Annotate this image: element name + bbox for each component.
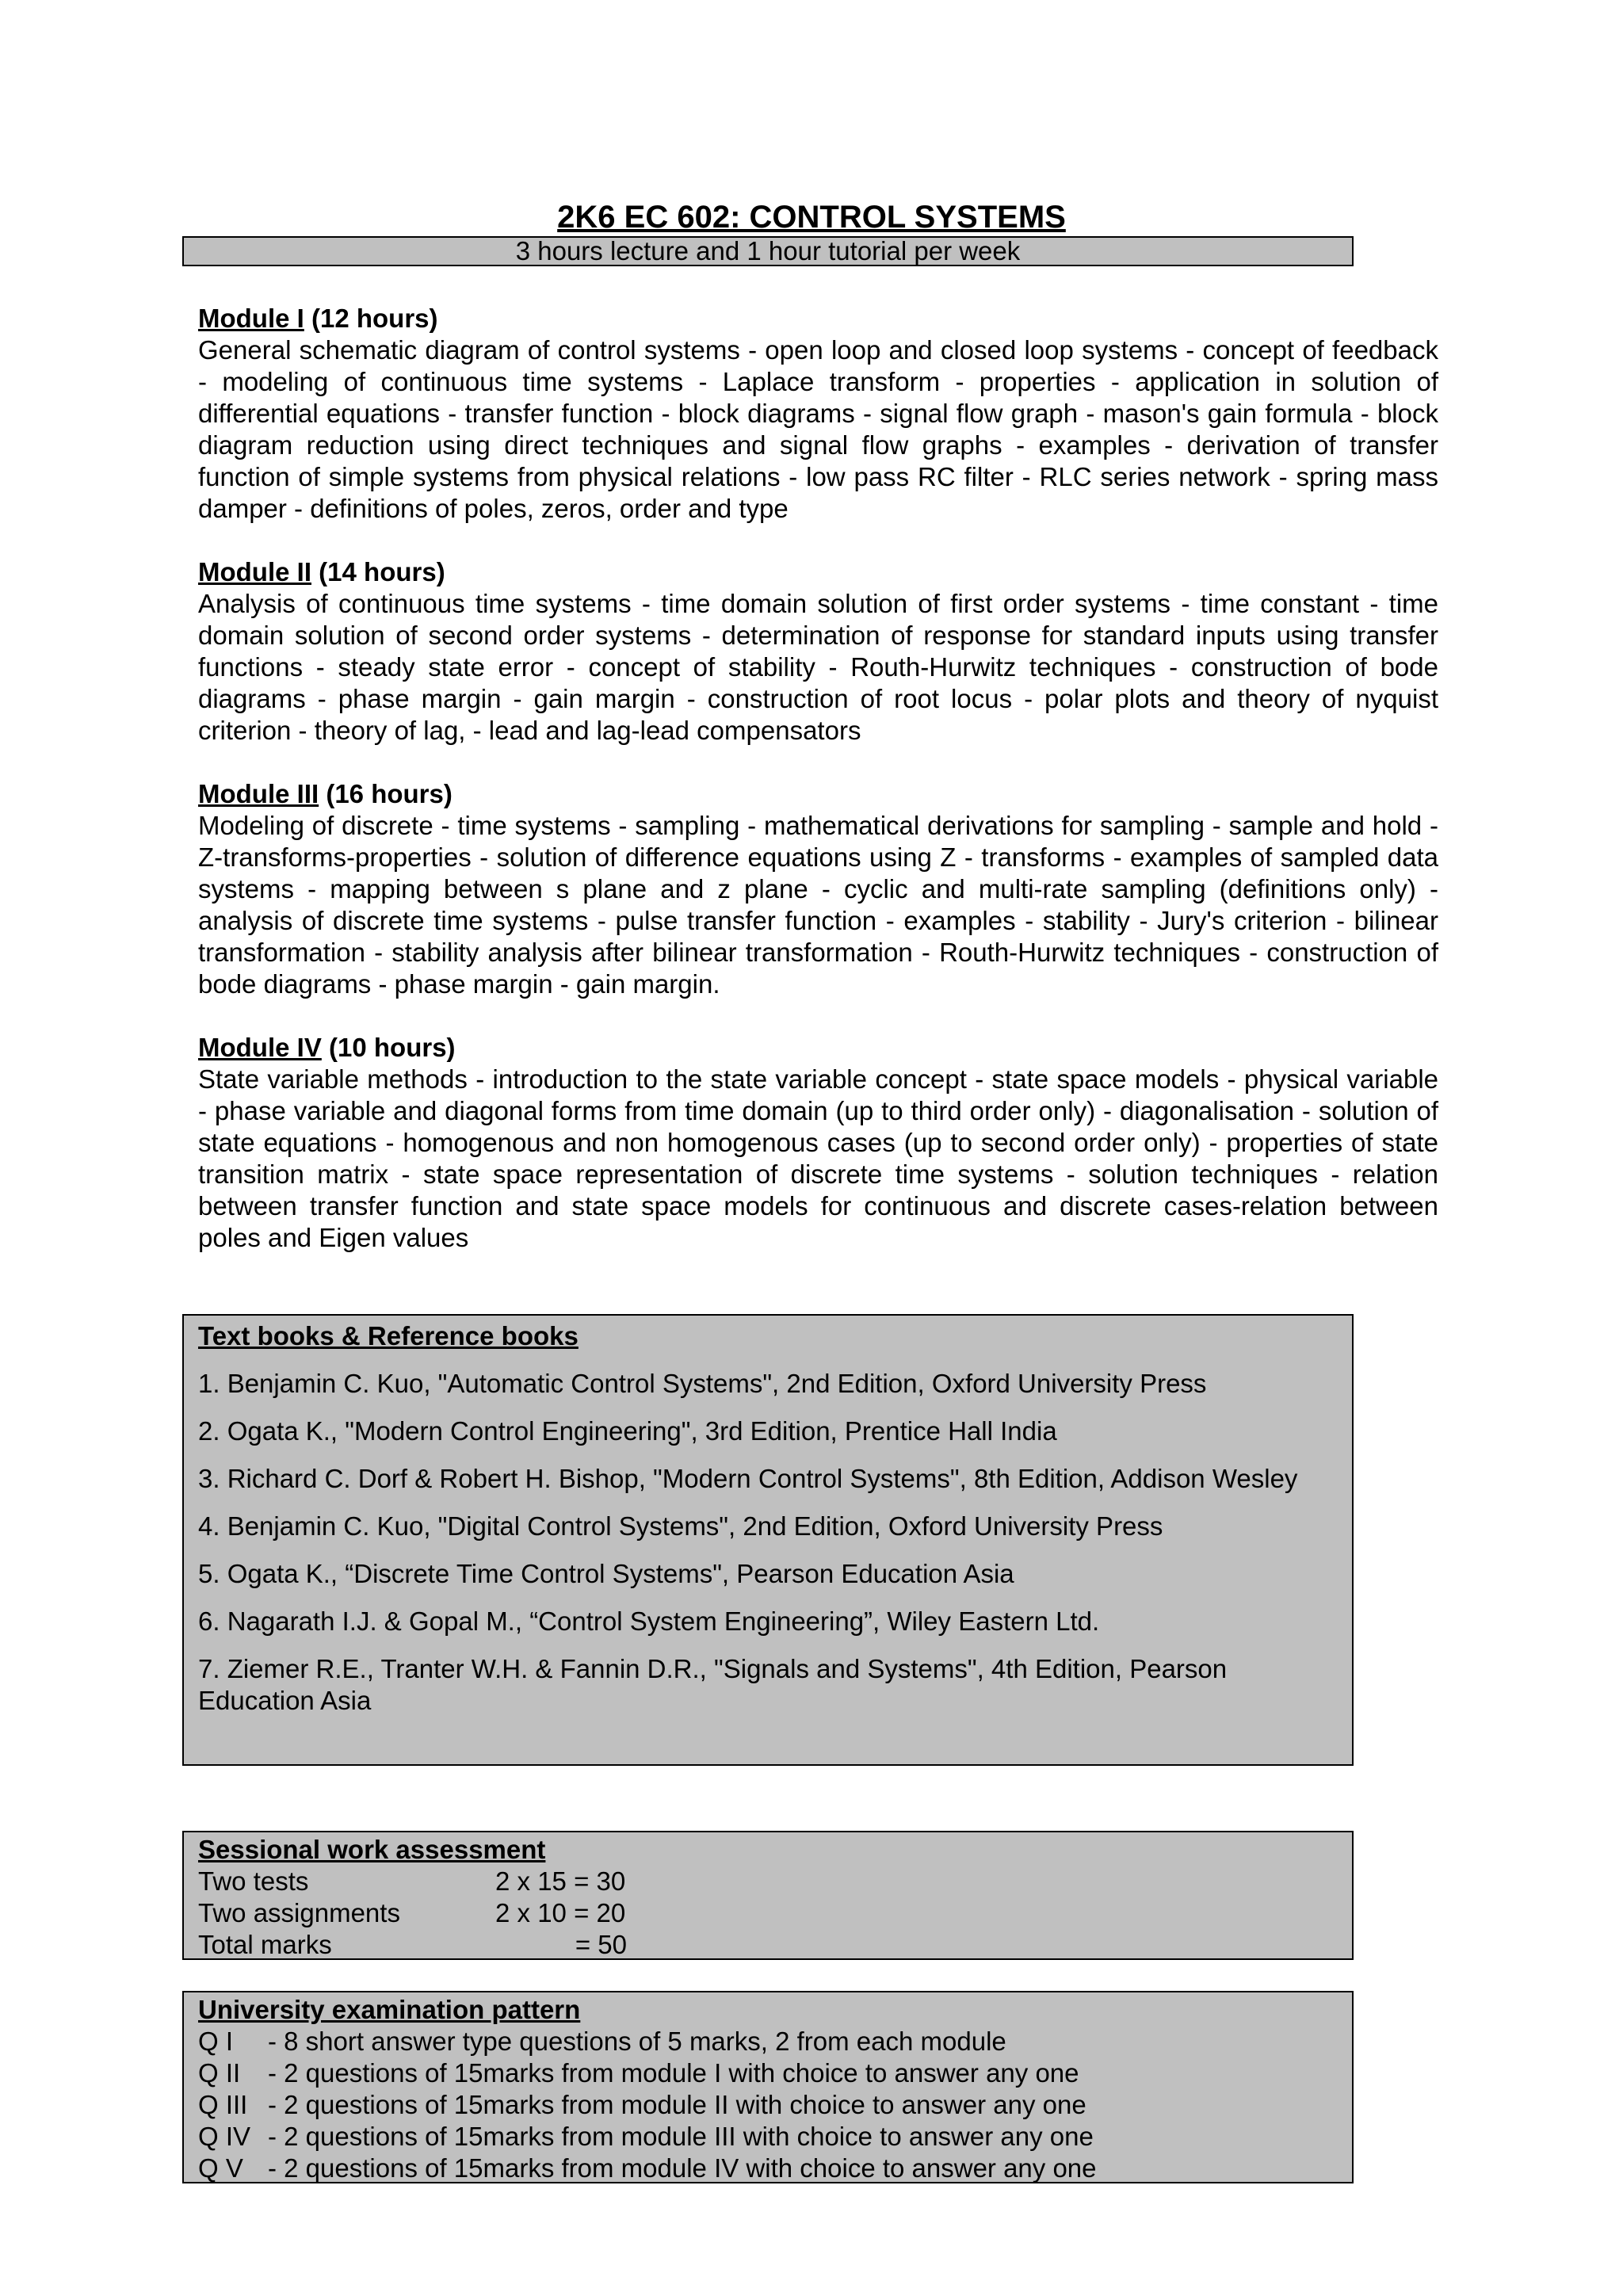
module-heading (198, 556, 1438, 588)
module-heading (198, 778, 1438, 810)
assessment-label: Total marks (198, 1930, 332, 1959)
book-item: 7. Ziemer R.E., Tranter W.H. & Fannin D.R., "Signals and Systems", 4th Edition, Pearson Education Asia (198, 1654, 1228, 1715)
module-hours: (16 hours) (319, 779, 453, 808)
assessment-label: Two tests (198, 1866, 309, 1896)
exam-question-text: - 8 short answer type questions of 5 marks, 2 from each module (268, 2027, 1006, 2056)
exam-question-text: - 2 questions of 15marks from module I with choice to answer any one (268, 2058, 1079, 2088)
module-content: Analysis of continuous time systems - time domain solution of first order systems - time constant - time domain solution of second order systems - determination of response for standard inputs using transfer functions - steady state error - concept of stability - Routh-Hurwitz techniques - construction of bode diagrams - phase margin - gain margin - construction of root locus - polar plots and theory of nyquist criterion - theory of lag, - lead and lag-lead compensators (198, 589, 1438, 745)
book-item: 1. Benjamin C. Kuo, "Automatic Control Systems", 2nd Edition, Oxford University Press (198, 1369, 1207, 1398)
module-content: General schematic diagram of control systems - open loop and closed loop systems - concept of feedback - modeling of continuous time systems - Laplace transform - properties - application in solution of differential equations - transfer function - block diagrams - signal flow graph - mason's gain formula - block diagram reduction using direct techniques and signal flow graphs - examples - derivation of transfer function of simple systems from physical relations - low pass RC filter - RLC series network - spring mass damper - definitions of poles, zeros, order and type (198, 335, 1438, 523)
module-hours: (12 hours) (304, 304, 438, 333)
book-item: 4. Benjamin C. Kuo, "Digital Control Systems", 2nd Edition, Oxford University Press (198, 1511, 1163, 1541)
page-title: 2K6 EC 602: CONTROL SYSTEMS (557, 200, 1066, 235)
module-4 (198, 1032, 1438, 1254)
exam-pattern-box (182, 1991, 1354, 2183)
module-content: Modeling of discrete - time systems - sampling - mathematical derivations for sampling - sample and hold - Z-transforms-properties - solution of difference equations using Z - transforms - examples of sampled data systems - mapping between s plane and z plane - cyclic and multi-rate sampling (definitions only) - analysis of discrete time systems - pulse transfer function - examples - stability - Jury's criterion - bilinear transformation - stability analysis after bilinear transformation - Routh-Hurwitz techniques - construction of bode diagrams - phase margin - gain margin. (198, 811, 1438, 999)
books-box (182, 1314, 1354, 1766)
module-1 (198, 303, 1438, 525)
modules-section (198, 303, 1438, 1286)
module-hours: (10 hours) (321, 1033, 456, 1062)
assessment-row (198, 1897, 1338, 1929)
book-item: 2. Ogata K., "Modern Control Engineering", 3rd Edition, Prentice Hall India (198, 1416, 1057, 1446)
module-heading (198, 303, 1438, 334)
exam-title: University examination pattern (198, 1995, 581, 2024)
book-item: 6. Nagarath I.J. & Gopal M., “Control System Engineering”, Wiley Eastern Ltd. (198, 1606, 1100, 1636)
module-hours: (14 hours) (311, 557, 445, 586)
exam-question-label: Q I (198, 2027, 234, 2056)
exam-row (198, 2026, 1338, 2057)
book-item: 5. Ogata K., “Discrete Time Control Systems", Pearson Education Asia (198, 1559, 1014, 1588)
assessment-value: 2 x 10 = 20 (495, 1898, 626, 1927)
exam-question-label: Q II (198, 2058, 241, 2088)
schedule-text: 3 hours lecture and 1 hour tutorial per week (515, 236, 1021, 266)
module-name: Module I (198, 304, 304, 333)
exam-question-label: Q IV (198, 2122, 251, 2151)
assessment-value: = 50 (495, 1930, 627, 1959)
module-name: Module II (198, 557, 311, 586)
assessment-value: 2 x 15 = 30 (495, 1866, 626, 1896)
exam-question-label: Q V (198, 2153, 243, 2183)
exam-question-text: - 2 questions of 15marks from module III with choice to answer any one (268, 2122, 1094, 2151)
assessment-box (182, 1831, 1354, 1960)
module-name: Module III (198, 779, 319, 808)
exam-question-text: - 2 questions of 15marks from module IV with choice to answer any one (268, 2153, 1097, 2183)
module-content: State variable methods - introduction to the state variable concept - state space models - physical variable - phase variable and diagonal forms from time domain (up to third order only) - diagonalisation - solution of state equations - homogenous and non homogenous cases (up to second order only) - properties of state transition matrix - state space representation of discrete time systems - solution techniques - relation between transfer function and state space models for continuous and discrete cases-relation between poles and Eigen values (198, 1064, 1438, 1252)
schedule-banner (182, 236, 1354, 266)
assessment-row (198, 1929, 1338, 1961)
assessment-label: Two assignments (198, 1898, 400, 1927)
exam-row (198, 2121, 1338, 2153)
exam-row (198, 2153, 1338, 2184)
exam-row (198, 2089, 1338, 2121)
assessment-title: Sessional work assessment (198, 1835, 546, 1864)
module-name: Module IV (198, 1033, 322, 1062)
exam-row (198, 2057, 1338, 2089)
book-item: 3. Richard C. Dorf & Robert H. Bishop, "Modern Control Systems", 8th Edition, Addison Wesley (198, 1464, 1298, 1493)
module-3 (198, 778, 1438, 1000)
books-title: Text books & Reference books (198, 1321, 579, 1350)
exam-question-text: - 2 questions of 15marks from module II with choice to answer any one (268, 2090, 1086, 2119)
module-heading (198, 1032, 1438, 1064)
assessment-row (198, 1866, 1338, 1897)
exam-question-label: Q III (198, 2090, 248, 2119)
module-2 (198, 556, 1438, 747)
